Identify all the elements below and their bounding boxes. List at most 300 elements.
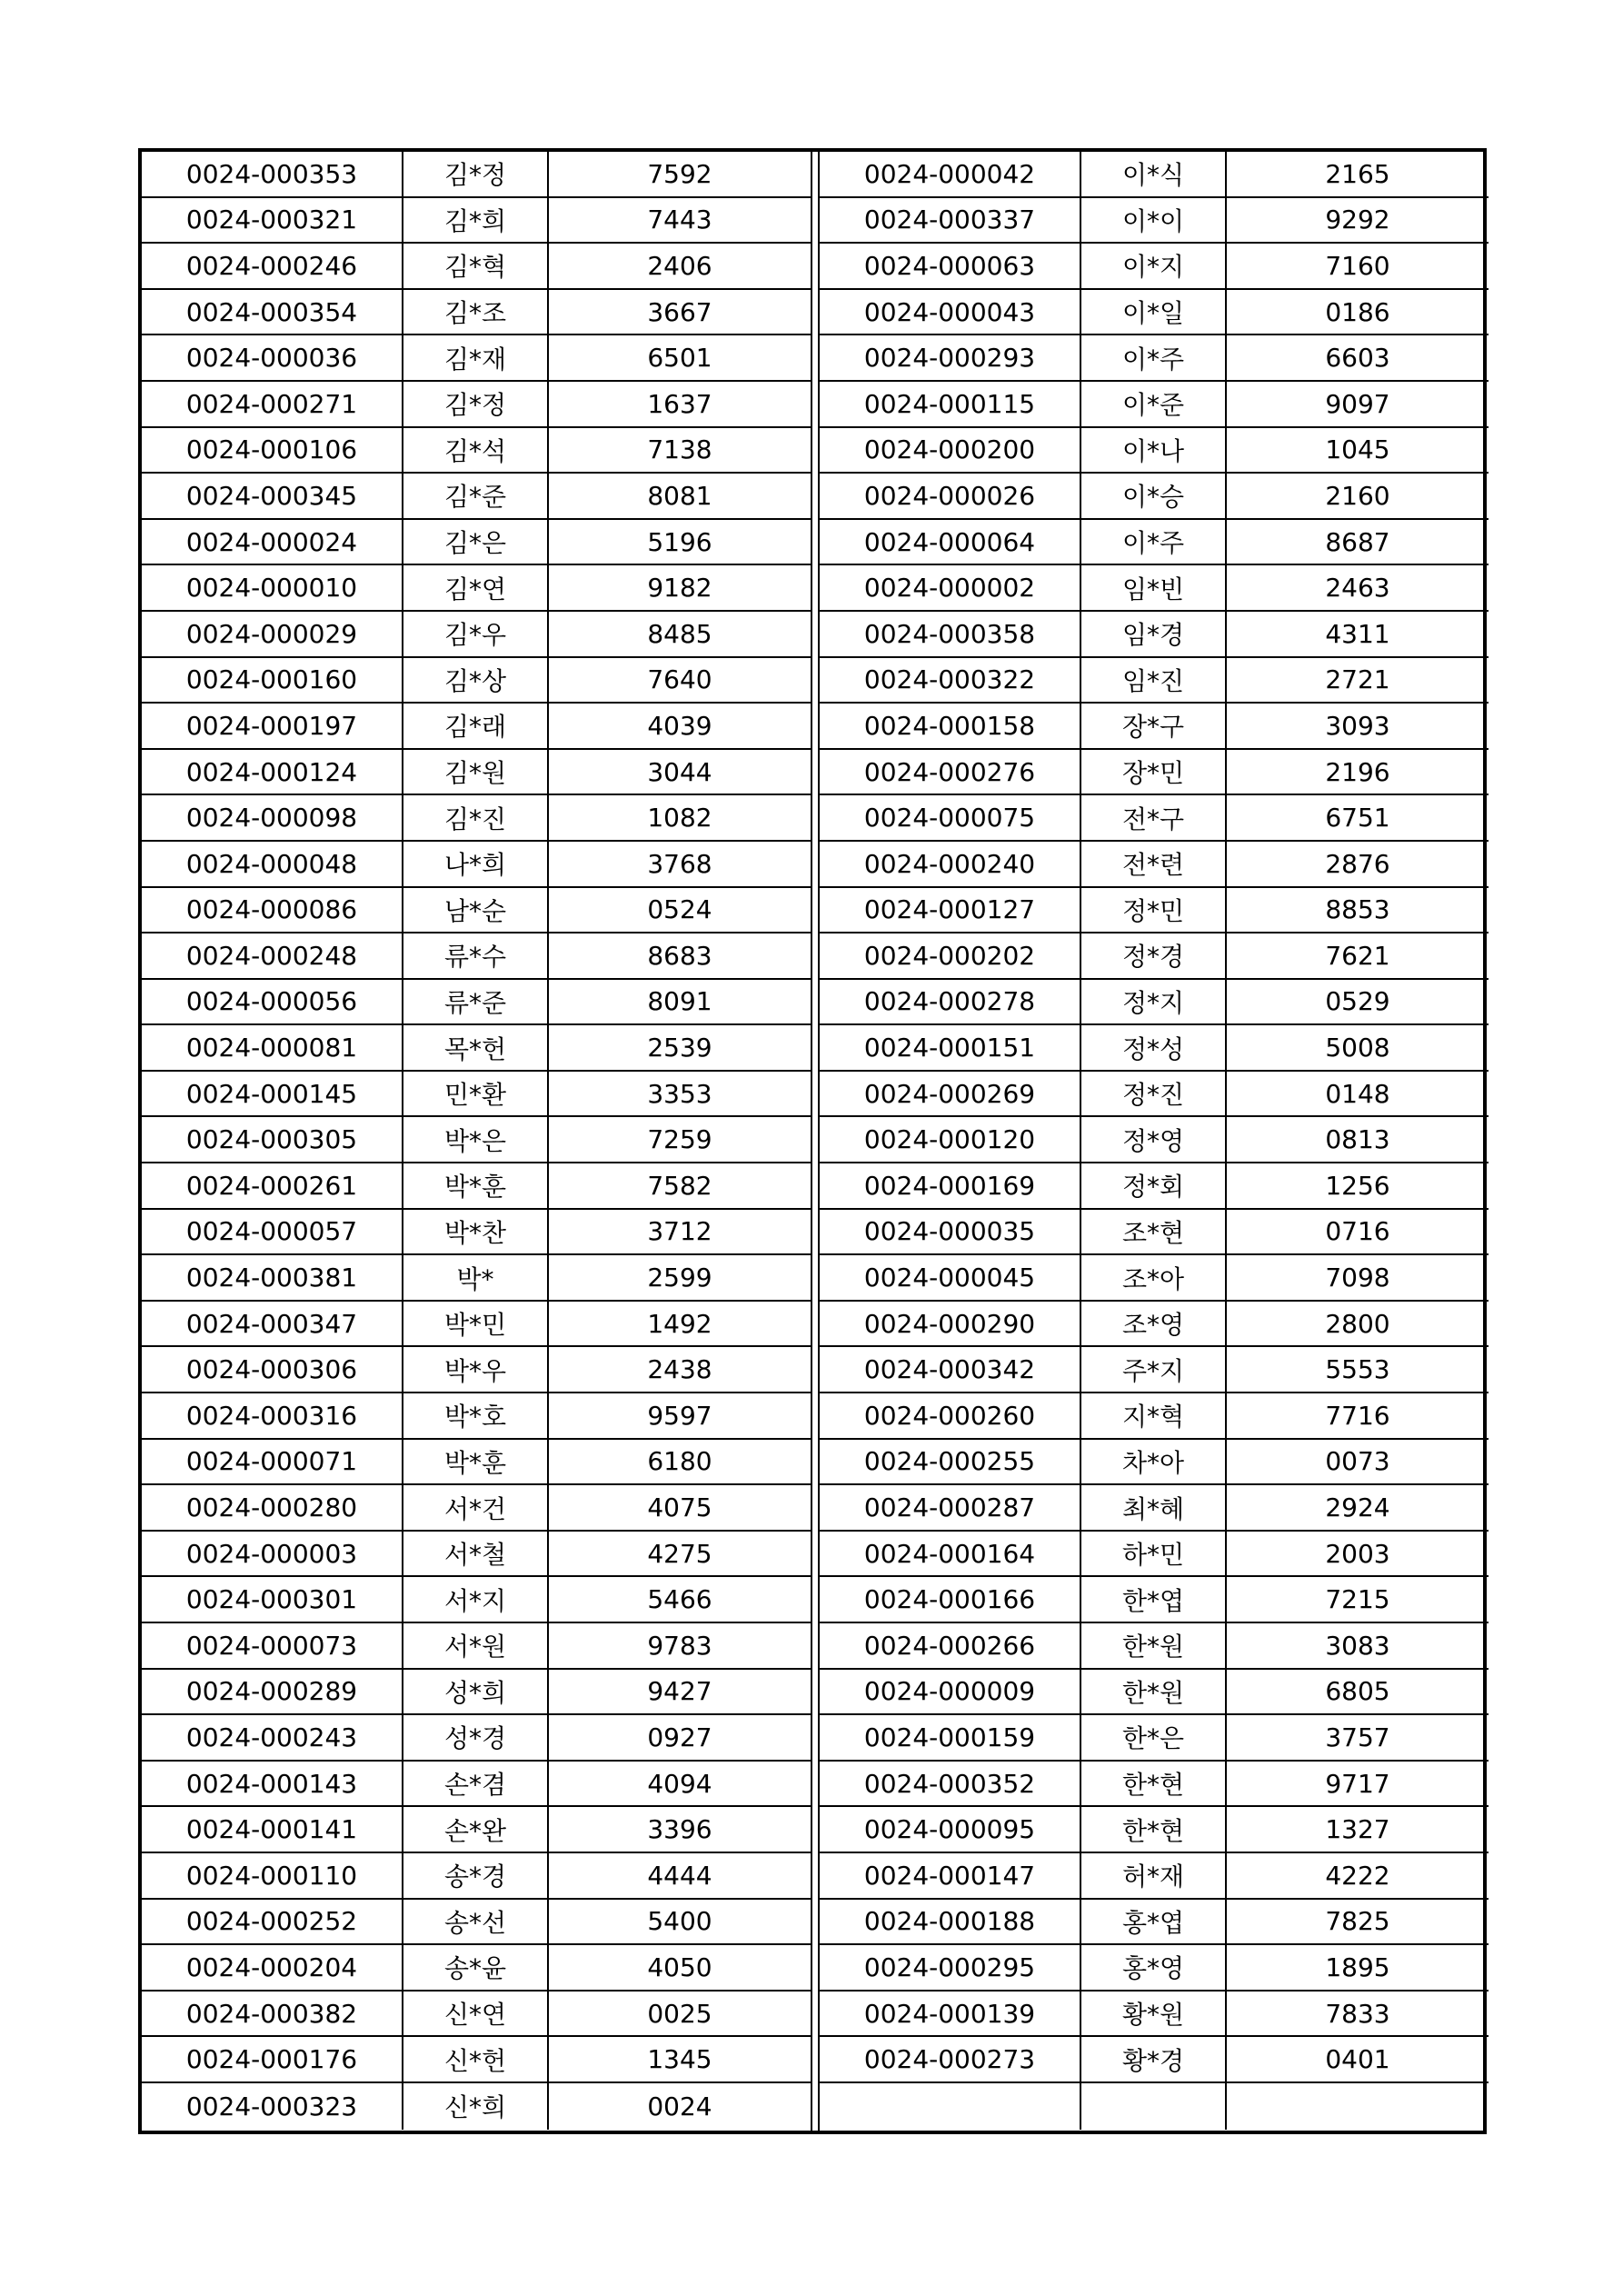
name-cell: 정*회 [1081,1163,1227,1208]
name-cell: 박*우 [403,1347,549,1392]
id-cell: 0024-000057 [142,1210,403,1254]
table-row [142,1715,811,1762]
name-cell: 손*완 [403,1807,549,1852]
name-cell: 이*주 [1081,520,1227,564]
table-row [820,612,1489,658]
name-cell: 지*혁 [1081,1393,1227,1438]
number-cell: 1895 [1325,1952,1390,1982]
id-cell: 0024-000255 [820,1440,1081,1484]
name-cell: 손*겸 [403,1762,549,1806]
id-cell: 0024-000120 [820,1117,1081,1162]
table-row [142,750,811,796]
id-cell: 0024-000240 [820,842,1081,886]
id-cell: 0024-000145 [142,1072,403,1116]
id-cell: 0024-000287 [820,1485,1081,1530]
name-cell: 서*철 [403,1532,549,1576]
id-cell: 0024-000261 [142,1163,403,1208]
number-cell: 4275 [647,1538,712,1569]
table-row [142,1210,811,1256]
id-cell: 0024-000127 [820,888,1081,933]
name-cell: 김*연 [403,565,549,610]
id-cell: 0024-000306 [142,1347,403,1392]
table-row [142,1393,811,1440]
number-cell: 2003 [1325,1538,1390,1569]
name-cell: 박*민 [403,1302,549,1346]
name-cell: 김*준 [403,474,549,518]
number-cell: 7592 [647,158,712,189]
name-cell: 서*원 [403,1623,549,1668]
number-cell: 3712 [647,1216,712,1247]
name-cell: 신*헌 [403,2037,549,2081]
number-cell: 0025 [647,1998,712,2029]
number-cell: 5553 [1325,1354,1390,1385]
table-row [142,1025,811,1072]
id-cell: 0024-000347 [142,1302,403,1346]
id-cell: 0024-000009 [820,1670,1081,1714]
table-row [142,1163,811,1210]
id-cell: 0024-000141 [142,1807,403,1852]
name-cell: 허*재 [1081,1853,1227,1898]
id-cell: 0024-000029 [142,612,403,656]
table-row [142,842,811,888]
number-cell: 0148 [1325,1078,1390,1109]
number-cell: 5008 [1325,1033,1390,1063]
number-cell: 1082 [647,803,712,834]
number-cell: 0073 [1325,1446,1390,1477]
name-cell: 임*진 [1081,658,1227,703]
id-cell: 0024-000276 [820,750,1081,794]
table-row [820,1577,1489,1623]
id-cell: 0024-000064 [820,520,1081,564]
number-cell: 0716 [1325,1216,1390,1247]
number-cell: 8853 [1325,894,1390,925]
name-cell: 임*빈 [1081,565,1227,610]
id-cell: 0024-000200 [820,428,1081,473]
name-cell: 홍*엽 [1081,1900,1227,1944]
name-cell: 장*민 [1081,750,1227,794]
table-row [820,750,1489,796]
table-row [820,1623,1489,1670]
number-cell: 2599 [647,1263,712,1293]
number-cell: 3768 [647,848,712,879]
table-row [820,428,1489,474]
table-row [820,1762,1489,1808]
name-cell: 이*이 [1081,198,1227,243]
number-cell: 6805 [1325,1676,1390,1707]
id-cell: 0024-000073 [142,1623,403,1668]
name-cell: 목*헌 [403,1025,549,1070]
id-cell: 0024-000278 [820,980,1081,1024]
id-cell: 0024-000035 [820,1210,1081,1254]
table-row [820,152,1489,198]
number-cell: 9717 [1325,1768,1390,1799]
table-row [142,1255,811,1302]
id-cell: 0024-000337 [820,198,1081,243]
name-cell: 박*찬 [403,1210,549,1254]
number-cell: 3044 [647,756,712,787]
table-row [142,980,811,1026]
id-cell: 0024-000143 [142,1762,403,1806]
id-cell: 0024-000151 [820,1025,1081,1070]
number-cell: 2463 [1325,573,1390,604]
id-cell: 0024-000381 [142,1255,403,1300]
table-row [142,474,811,520]
id-cell: 0024-000301 [142,1577,403,1622]
name-cell: 박* [403,1255,549,1300]
table-row [142,658,811,704]
name-cell [1081,2083,1227,2130]
number-cell: 7259 [647,1124,712,1155]
table-row [820,1347,1489,1393]
table-row [820,1255,1489,1302]
id-cell: 0024-000246 [142,244,403,288]
id-cell: 0024-000158 [820,704,1081,748]
number-cell: 4075 [647,1492,712,1523]
name-cell: 한*원 [1081,1623,1227,1668]
name-cell: 류*수 [403,933,549,978]
id-cell: 0024-000110 [142,1853,403,1898]
name-cell: 박*호 [403,1393,549,1438]
id-cell: 0024-000003 [142,1532,403,1576]
name-cell: 류*준 [403,980,549,1024]
name-cell: 김*상 [403,658,549,703]
number-cell: 5400 [647,1906,712,1937]
table-row [820,382,1489,428]
table-row [142,1440,811,1486]
number-cell: 7621 [1325,940,1390,971]
id-cell: 0024-000322 [820,658,1081,703]
roster-table [138,148,1487,2134]
id-cell: 0024-000036 [142,335,403,380]
number-cell: 9597 [647,1400,712,1431]
number-cell: 6501 [647,343,712,374]
name-cell: 이*지 [1081,244,1227,288]
id-cell: 0024-000147 [820,1853,1081,1898]
id-cell: 0024-000086 [142,888,403,933]
name-cell: 남*순 [403,888,549,933]
name-cell: 김*진 [403,795,549,840]
number-cell: 9292 [1325,205,1390,235]
name-cell: 하*민 [1081,1532,1227,1576]
name-cell: 김*정 [403,382,549,426]
table-row [142,1302,811,1348]
table-row [820,1163,1489,1210]
table-row [820,658,1489,704]
number-cell: 5196 [647,526,712,557]
number-cell: 7160 [1325,250,1390,281]
id-cell: 0024-000024 [142,520,403,564]
number-cell: 9182 [647,573,712,604]
name-cell: 주*지 [1081,1347,1227,1392]
id-cell: 0024-000048 [142,842,403,886]
id-cell: 0024-000075 [820,795,1081,840]
number-cell: 0813 [1325,1124,1390,1155]
id-cell: 0024-000342 [820,1347,1081,1392]
id-cell: 0024-000273 [820,2037,1081,2081]
number-cell: 0529 [1325,986,1390,1017]
name-cell: 전*구 [1081,795,1227,840]
table-row [142,428,811,474]
table-row [820,198,1489,245]
table-row [142,1853,811,1900]
table-row [142,2037,811,2083]
table-row [142,888,811,934]
id-cell: 0024-000043 [820,290,1081,334]
id-cell: 0024-000081 [142,1025,403,1070]
number-cell: 8687 [1325,526,1390,557]
table-row [142,382,811,428]
name-cell: 송*윤 [403,1945,549,1990]
id-cell: 0024-000197 [142,704,403,748]
id-cell: 0024-000166 [820,1577,1081,1622]
id-cell: 0024-000002 [820,565,1081,610]
name-cell: 서*건 [403,1485,549,1530]
table-row [142,1347,811,1393]
name-cell: 황*경 [1081,2037,1227,2081]
table-row [142,2083,811,2130]
name-cell: 성*경 [403,1715,549,1760]
number-cell: 6603 [1325,343,1390,374]
table-row [820,335,1489,382]
number-cell: 7716 [1325,1400,1390,1431]
name-cell: 김*희 [403,198,549,243]
id-cell: 0024-000202 [820,933,1081,978]
number-cell: 9783 [647,1630,712,1661]
table-row [820,1853,1489,1900]
number-cell: 1327 [1325,1814,1390,1845]
table-row [820,1900,1489,1946]
table-row [142,1577,811,1623]
name-cell: 김*조 [403,290,549,334]
name-cell: 정*진 [1081,1072,1227,1116]
name-cell: 한*엽 [1081,1577,1227,1622]
number-cell: 2800 [1325,1308,1390,1339]
id-cell: 0024-000321 [142,198,403,243]
name-cell: 한*현 [1081,1807,1227,1852]
table-row [142,565,811,612]
number-cell: 1045 [1325,434,1390,465]
table-row [820,474,1489,520]
number-cell: 4444 [647,1860,712,1891]
number-cell: 3353 [647,1078,712,1109]
id-cell: 0024-000026 [820,474,1081,518]
id-cell: 0024-000204 [142,1945,403,1990]
name-cell: 송*경 [403,1853,549,1898]
id-cell: 0024-000353 [142,152,403,196]
table-row [142,1900,811,1946]
id-cell: 0024-000266 [820,1623,1081,1668]
table-row [142,933,811,980]
table-row [820,1025,1489,1072]
number-cell: 2406 [647,250,712,281]
name-cell: 조*영 [1081,1302,1227,1346]
number-cell: 2924 [1325,1492,1390,1523]
name-cell: 이*식 [1081,152,1227,196]
number-cell: 4311 [1325,618,1390,649]
table-row [820,1945,1489,1992]
id-cell: 0024-000316 [142,1393,403,1438]
name-cell: 한*원 [1081,1670,1227,1714]
name-cell: 신*희 [403,2083,549,2130]
number-cell: 3396 [647,1814,712,1845]
number-cell: 1256 [1325,1170,1390,1201]
number-cell: 2160 [1325,480,1390,511]
name-cell: 정*성 [1081,1025,1227,1070]
table-right-half [818,152,1489,2131]
number-cell: 3083 [1325,1630,1390,1661]
number-cell: 0927 [647,1722,712,1752]
table-row [142,1532,811,1578]
number-cell: 1492 [647,1308,712,1339]
table-row [142,1945,811,1992]
number-cell: 8683 [647,940,712,971]
id-cell [820,2083,1081,2130]
number-cell: 4050 [647,1952,712,1982]
id-cell: 0024-000352 [820,1762,1081,1806]
id-cell: 0024-000269 [820,1072,1081,1116]
number-cell: 5466 [647,1584,712,1615]
number-cell: 1637 [647,388,712,419]
id-cell: 0024-000293 [820,335,1081,380]
table-row [142,1485,811,1532]
table-row [820,1440,1489,1486]
table-row [820,1117,1489,1163]
name-cell: 홍*영 [1081,1945,1227,1990]
name-cell: 김*우 [403,612,549,656]
id-cell: 0024-000243 [142,1715,403,1760]
name-cell: 한*현 [1081,1762,1227,1806]
number-cell: 8091 [647,986,712,1017]
table-row [142,198,811,245]
table-row [142,290,811,336]
number-cell: 0524 [647,894,712,925]
table-row [142,1670,811,1716]
number-cell: 7582 [647,1170,712,1201]
table-row [142,612,811,658]
number-cell: 7825 [1325,1906,1390,1937]
number-cell: 0024 [647,2091,712,2121]
id-cell: 0024-000345 [142,474,403,518]
number-cell: 8081 [647,480,712,511]
name-cell: 전*련 [1081,842,1227,886]
table-row [820,1670,1489,1716]
name-cell: 조*현 [1081,1210,1227,1254]
id-cell: 0024-000358 [820,612,1081,656]
name-cell: 김*은 [403,520,549,564]
name-cell: 조*아 [1081,1255,1227,1300]
id-cell: 0024-000124 [142,750,403,794]
name-cell: 이*주 [1081,335,1227,380]
table-row [820,704,1489,750]
table-row [820,933,1489,980]
table-row [142,1623,811,1670]
id-cell: 0024-000188 [820,1900,1081,1944]
table-row [820,795,1489,842]
name-cell: 이*나 [1081,428,1227,473]
name-cell: 김*정 [403,152,549,196]
number-cell: 7215 [1325,1584,1390,1615]
id-cell: 0024-000169 [820,1163,1081,1208]
table-row [142,1117,811,1163]
id-cell: 0024-000290 [820,1302,1081,1346]
table-row [820,1210,1489,1256]
name-cell: 성*희 [403,1670,549,1714]
name-cell: 박*훈 [403,1440,549,1484]
id-cell: 0024-000063 [820,244,1081,288]
id-cell: 0024-000271 [142,382,403,426]
table-row [820,520,1489,566]
table-row [820,565,1489,612]
number-cell: 2438 [647,1354,712,1385]
id-cell: 0024-000106 [142,428,403,473]
name-cell: 이*준 [1081,382,1227,426]
name-cell: 차*아 [1081,1440,1227,1484]
id-cell: 0024-000160 [142,658,403,703]
number-cell: 2876 [1325,848,1390,879]
number-cell: 4222 [1325,1860,1390,1891]
number-cell: 3757 [1325,1722,1390,1752]
name-cell: 김*재 [403,335,549,380]
number-cell: 4094 [647,1768,712,1799]
number-cell: 2196 [1325,756,1390,787]
table-row [142,1807,811,1853]
id-cell: 0024-000176 [142,2037,403,2081]
table-row [142,795,811,842]
table-row [142,244,811,290]
table-row [820,1302,1489,1348]
name-cell: 황*원 [1081,1992,1227,2036]
table-row [142,704,811,750]
id-cell: 0024-000164 [820,1532,1081,1576]
table-row [142,1072,811,1118]
id-cell: 0024-000252 [142,1900,403,1944]
id-cell: 0024-000305 [142,1117,403,1162]
name-cell: 박*훈 [403,1163,549,1208]
table-row [142,1762,811,1808]
name-cell: 임*경 [1081,612,1227,656]
table-row [142,335,811,382]
number-cell: 8485 [647,618,712,649]
id-cell: 0024-000354 [142,290,403,334]
number-cell: 0186 [1325,296,1390,327]
id-cell: 0024-000323 [142,2083,403,2130]
name-cell: 이*일 [1081,290,1227,334]
table-row [820,1072,1489,1118]
number-cell: 7443 [647,205,712,235]
id-cell: 0024-000098 [142,795,403,840]
name-cell: 김*래 [403,704,549,748]
name-cell: 서*지 [403,1577,549,1622]
id-cell: 0024-000280 [142,1485,403,1530]
name-cell: 정*경 [1081,933,1227,978]
number-cell: 3093 [1325,710,1390,741]
name-cell: 정*영 [1081,1117,1227,1162]
id-cell: 0024-000095 [820,1807,1081,1852]
table-row [820,888,1489,934]
number-cell: 6751 [1325,803,1390,834]
id-cell: 0024-000139 [820,1992,1081,2036]
id-cell: 0024-000045 [820,1255,1081,1300]
number-cell: 3667 [647,296,712,327]
table-row [820,1393,1489,1440]
table-row [820,2037,1489,2083]
table-row [820,2083,1489,2130]
table-row [820,1992,1489,2038]
table-row [142,1992,811,2038]
id-cell: 0024-000248 [142,933,403,978]
name-cell: 송*선 [403,1900,549,1944]
name-cell: 정*지 [1081,980,1227,1024]
